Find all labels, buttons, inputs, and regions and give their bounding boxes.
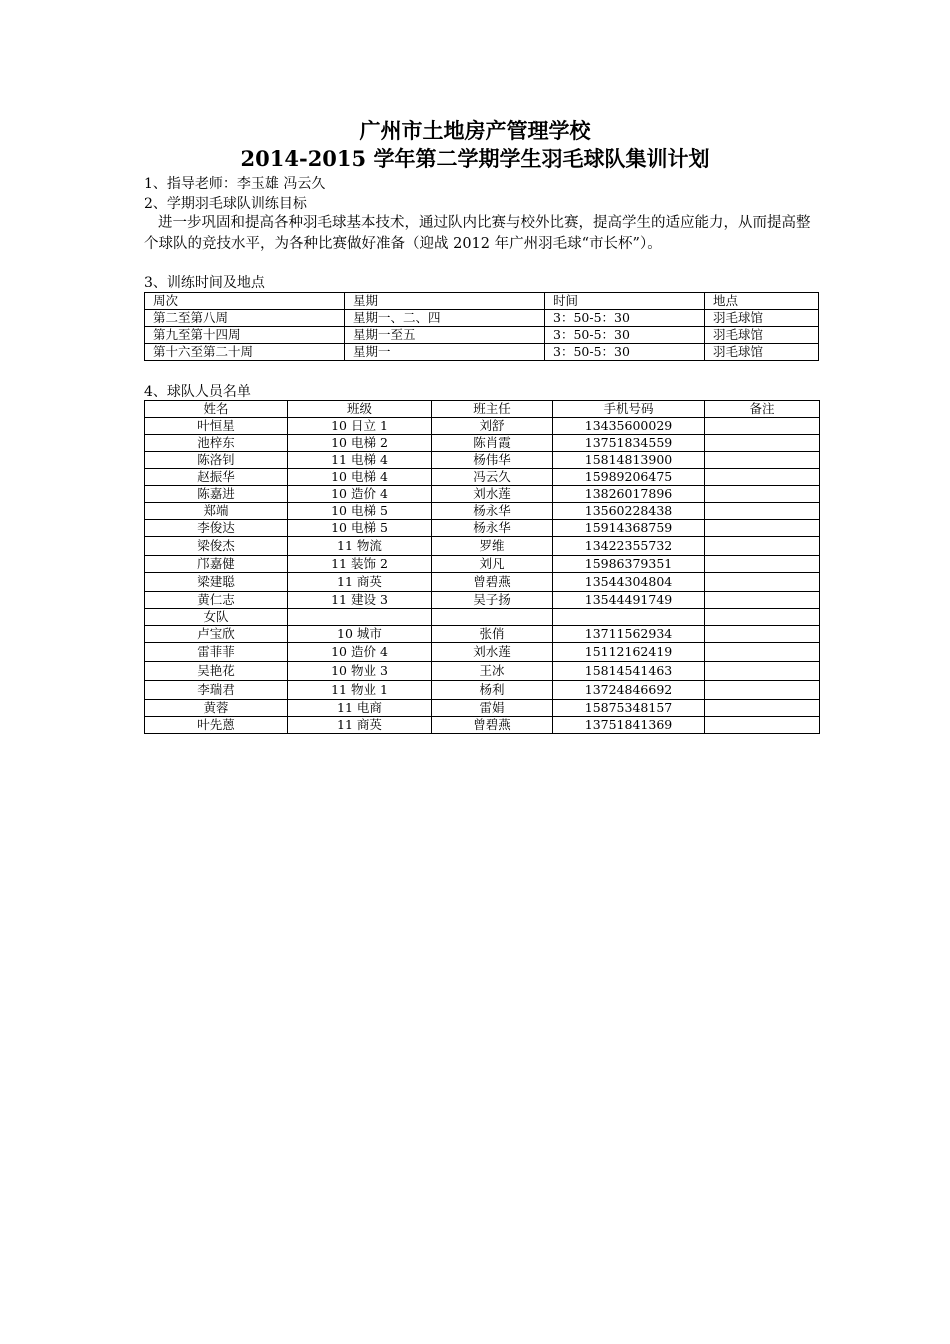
roster-cell: 陈洛钊	[145, 452, 288, 469]
roster-cell: 10 日立 1	[288, 418, 432, 435]
roster-row	[145, 486, 820, 503]
roster-cell: 10 城市	[288, 626, 432, 643]
roster-cell: 杨永华	[432, 503, 553, 520]
roster-cell: 刘舒	[432, 418, 553, 435]
schedule-table	[144, 292, 819, 361]
roster-cell: 郑端	[145, 503, 288, 520]
roster-cell: 杨伟华	[432, 452, 553, 469]
roster-header-cell: 班主任	[432, 401, 553, 418]
section-schedule-heading: 3、训练时间及地点	[144, 275, 265, 291]
school-title: 广州市土地房产管理学校	[359, 118, 591, 143]
roster-cell: 11 电梯 4	[288, 452, 432, 469]
roster-cell: 杨永华	[432, 520, 553, 537]
roster-cell	[288, 609, 432, 626]
schedule-header-row	[145, 293, 819, 310]
roster-row	[145, 573, 820, 592]
roster-cell: 11 商英	[288, 717, 432, 734]
roster-cell: 吴艳花	[145, 662, 288, 681]
roster-cell: 11 物流	[288, 537, 432, 556]
roster-cell: 10 造价 4	[288, 486, 432, 503]
roster-row	[145, 556, 820, 573]
schedule-cell: 第九至第十四周	[145, 327, 345, 344]
roster-cell: 11 商英	[288, 573, 432, 592]
schedule-cell: 第二至第八周	[145, 310, 345, 327]
roster-row	[145, 520, 820, 537]
section-roster-heading: 4、球队人员名单	[144, 384, 251, 400]
roster-header-cell: 班级	[288, 401, 432, 418]
roster-cell	[432, 609, 553, 626]
roster-row	[145, 503, 820, 520]
roster-cell	[705, 452, 820, 469]
roster-cell: 15814813900	[553, 452, 705, 469]
roster-cell: 10 物业 3	[288, 662, 432, 681]
roster-cell: 10 电梯 5	[288, 520, 432, 537]
roster-cell: 10 电梯 4	[288, 469, 432, 486]
roster-cell: 15986379351	[553, 556, 705, 573]
roster-cell: 曾碧燕	[432, 573, 553, 592]
schedule-cell: 第十六至第二十周	[145, 344, 345, 361]
roster-cell	[705, 418, 820, 435]
roster-cell	[705, 609, 820, 626]
section-goals-heading: 2、学期羽毛球队训练目标	[144, 196, 307, 212]
goal-paragraph: 进一步巩固和提高各种羽毛球基本技术，通过队内比赛与校外比赛，提高学生的适应能力，从而提高整个球队的竞技水平，为各种比赛做好准备（迎战 2012 年广州羽毛球“市长杯”）。	[144, 215, 811, 252]
roster-cell: 陈嘉进	[145, 486, 288, 503]
schedule-header-cell: 星期	[345, 293, 545, 310]
roster-row	[145, 609, 820, 626]
roster-header-cell: 备注	[705, 401, 820, 418]
roster-row	[145, 626, 820, 643]
roster-cell: 11 电商	[288, 700, 432, 717]
roster-cell: 卢宝欣	[145, 626, 288, 643]
roster-cell: 13422355732	[553, 537, 705, 556]
schedule-cell: 星期一	[345, 344, 545, 361]
roster-row	[145, 681, 820, 700]
roster-cell	[705, 681, 820, 700]
roster-cell	[705, 662, 820, 681]
roster-cell	[553, 609, 705, 626]
roster-cell: 雷菲菲	[145, 643, 288, 662]
roster-cell: 10 电梯 2	[288, 435, 432, 452]
roster-row	[145, 592, 820, 609]
roster-row	[145, 537, 820, 556]
roster-header-cell: 姓名	[145, 401, 288, 418]
schedule-row	[145, 344, 819, 361]
roster-cell: 13544304804	[553, 573, 705, 592]
roster-cell: 13711562934	[553, 626, 705, 643]
schedule-header-cell: 时间	[545, 293, 705, 310]
roster-cell	[705, 717, 820, 734]
roster-row	[145, 452, 820, 469]
roster-cell: 13724846692	[553, 681, 705, 700]
roster-cell: 叶恒星	[145, 418, 288, 435]
roster-cell	[705, 700, 820, 717]
roster-cell: 吴子扬	[432, 592, 553, 609]
roster-row	[145, 418, 820, 435]
roster-row	[145, 435, 820, 452]
roster-cell: 13560228438	[553, 503, 705, 520]
schedule-cell: 羽毛球馆	[705, 310, 819, 327]
roster-cell: 张俏	[432, 626, 553, 643]
roster-row	[145, 717, 820, 734]
roster-cell: 13751834559	[553, 435, 705, 452]
roster-cell	[705, 503, 820, 520]
roster-cell: 杨利	[432, 681, 553, 700]
schedule-header-cell: 周次	[145, 293, 345, 310]
roster-cell: 13826017896	[553, 486, 705, 503]
roster-cell: 王冰	[432, 662, 553, 681]
roster-row	[145, 662, 820, 681]
roster-cell: 梁俊杰	[145, 537, 288, 556]
roster-cell: 13751841369	[553, 717, 705, 734]
schedule-cell: 羽毛球馆	[705, 344, 819, 361]
schedule-cell: 3：50-5：30	[545, 344, 705, 361]
roster-cell: 15814541463	[553, 662, 705, 681]
roster-cell: 刘水莲	[432, 486, 553, 503]
roster-cell: 11 装饰 2	[288, 556, 432, 573]
roster-cell	[705, 626, 820, 643]
roster-header-row	[145, 401, 820, 418]
plan-title: 2014-2015 学年第二学期学生羽毛球队集训计划	[240, 146, 710, 171]
roster-cell	[705, 469, 820, 486]
roster-cell: 雷娟	[432, 700, 553, 717]
section-instructors: 1、指导老师：李玉雄 冯云久	[144, 176, 326, 192]
roster-cell: 叶先蒽	[145, 717, 288, 734]
roster-cell: 黄仁志	[145, 592, 288, 609]
roster-cell	[705, 643, 820, 662]
roster-cell: 13544491749	[553, 592, 705, 609]
roster-cell: 刘水莲	[432, 643, 553, 662]
roster-cell: 11 物业 1	[288, 681, 432, 700]
roster-cell	[705, 435, 820, 452]
roster-cell	[705, 486, 820, 503]
roster-cell: 李俊达	[145, 520, 288, 537]
schedule-cell: 3：50-5：30	[545, 310, 705, 327]
roster-cell: 梁建聪	[145, 573, 288, 592]
roster-cell: 李瑞君	[145, 681, 288, 700]
roster-cell: 女队	[145, 609, 288, 626]
roster-cell	[705, 592, 820, 609]
roster-row	[145, 469, 820, 486]
roster-cell: 15875348157	[553, 700, 705, 717]
schedule-row	[145, 327, 819, 344]
roster-header-cell: 手机号码	[553, 401, 705, 418]
schedule-cell: 3：50-5：30	[545, 327, 705, 344]
roster-cell: 刘凡	[432, 556, 553, 573]
roster-row	[145, 643, 820, 662]
roster-cell: 陈肖霞	[432, 435, 553, 452]
roster-cell	[705, 537, 820, 556]
roster-cell: 赵振华	[145, 469, 288, 486]
schedule-cell: 星期一、二、四	[345, 310, 545, 327]
roster-cell: 11 建设 3	[288, 592, 432, 609]
roster-cell: 邝嘉健	[145, 556, 288, 573]
roster-cell: 10 电梯 5	[288, 503, 432, 520]
schedule-cell: 羽毛球馆	[705, 327, 819, 344]
roster-cell: 黄蓉	[145, 700, 288, 717]
roster-cell: 15989206475	[553, 469, 705, 486]
roster-cell: 曾碧燕	[432, 717, 553, 734]
roster-cell: 冯云久	[432, 469, 553, 486]
roster-table	[144, 400, 820, 734]
roster-cell	[705, 573, 820, 592]
schedule-row	[145, 310, 819, 327]
schedule-cell: 星期一至五	[345, 327, 545, 344]
roster-cell: 池梓东	[145, 435, 288, 452]
roster-cell: 13435600029	[553, 418, 705, 435]
roster-cell: 10 造价 4	[288, 643, 432, 662]
roster-cell	[705, 556, 820, 573]
roster-row	[145, 700, 820, 717]
roster-cell: 罗维	[432, 537, 553, 556]
roster-cell: 15112162419	[553, 643, 705, 662]
roster-cell	[705, 520, 820, 537]
schedule-header-cell: 地点	[705, 293, 819, 310]
roster-cell: 15914368759	[553, 520, 705, 537]
